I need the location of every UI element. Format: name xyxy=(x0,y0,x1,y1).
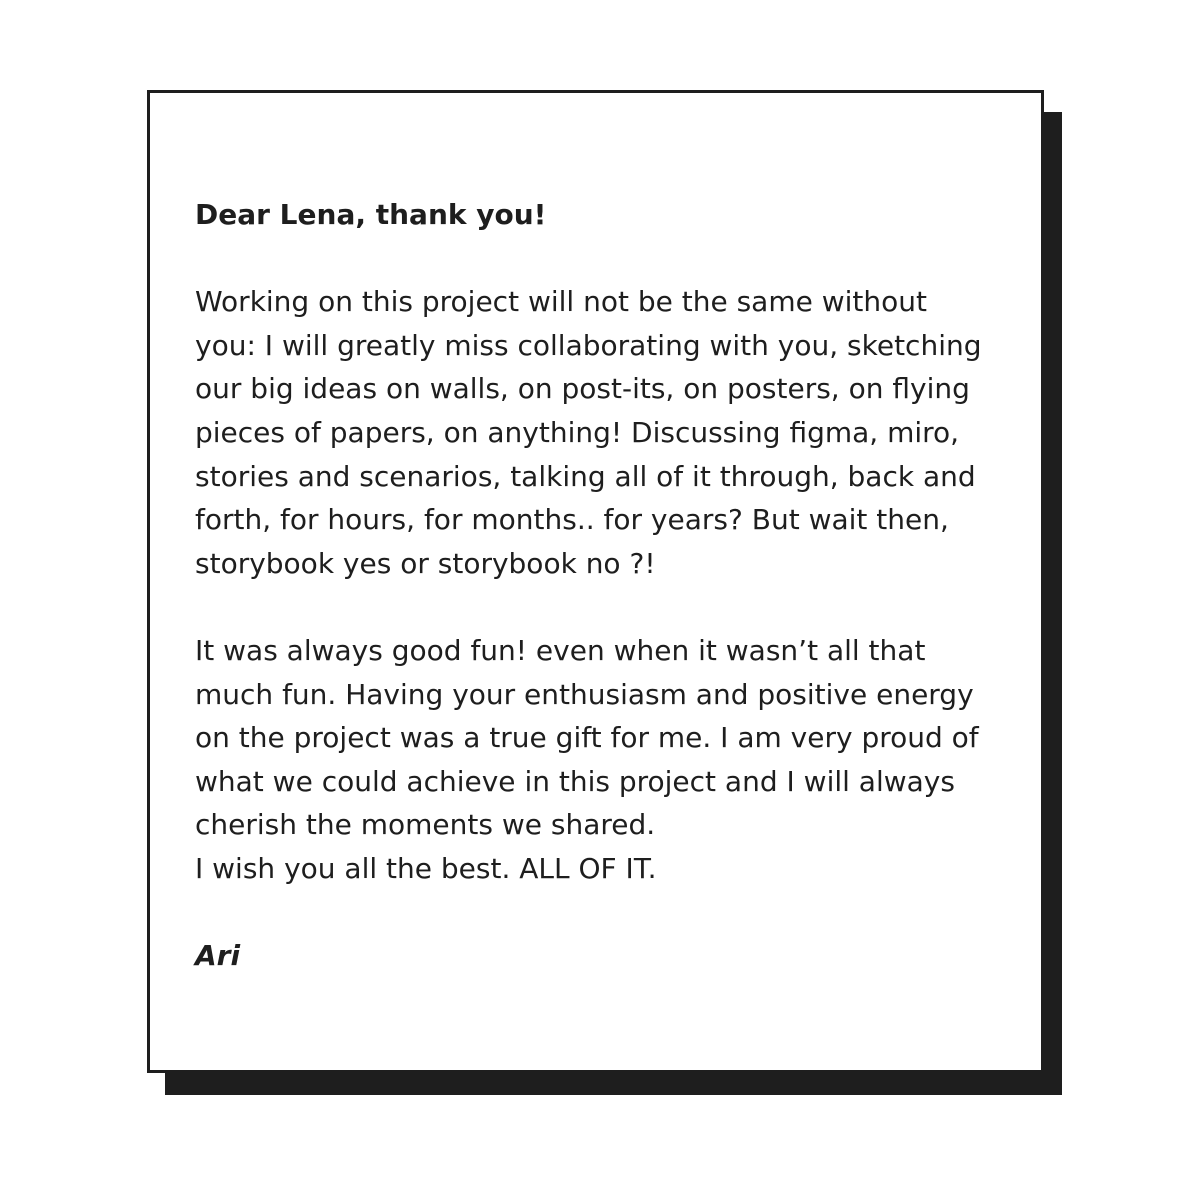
letter-body xyxy=(195,193,1005,978)
letter-card xyxy=(147,90,1044,1073)
letter-greeting: Dear Lena, thank you! xyxy=(195,198,547,231)
letter-paragraph-1: Working on this project will not be the same without you: I will greatly miss collaborating with you, sketching our big ideas on walls, on post-its, on posters, on flying pieces of papers, on anything! Discussing figma, miro, stories and scenarios, talking all of it through, back and forth, for hours, for months.. for years? But wait then, storybook yes or storybook no ?! xyxy=(195,285,982,580)
letter-signature: Ari xyxy=(195,939,241,973)
letter-paragraph-2: It was always good fun! even when it wasn’t all that much fun. Having your enthusiasm and positive energy on the project was a true gift for me. I am very proud of what we could achieve in this project and I will always cherish the moments we shared. I wish you all the best. ALL OF IT. xyxy=(195,633,979,885)
